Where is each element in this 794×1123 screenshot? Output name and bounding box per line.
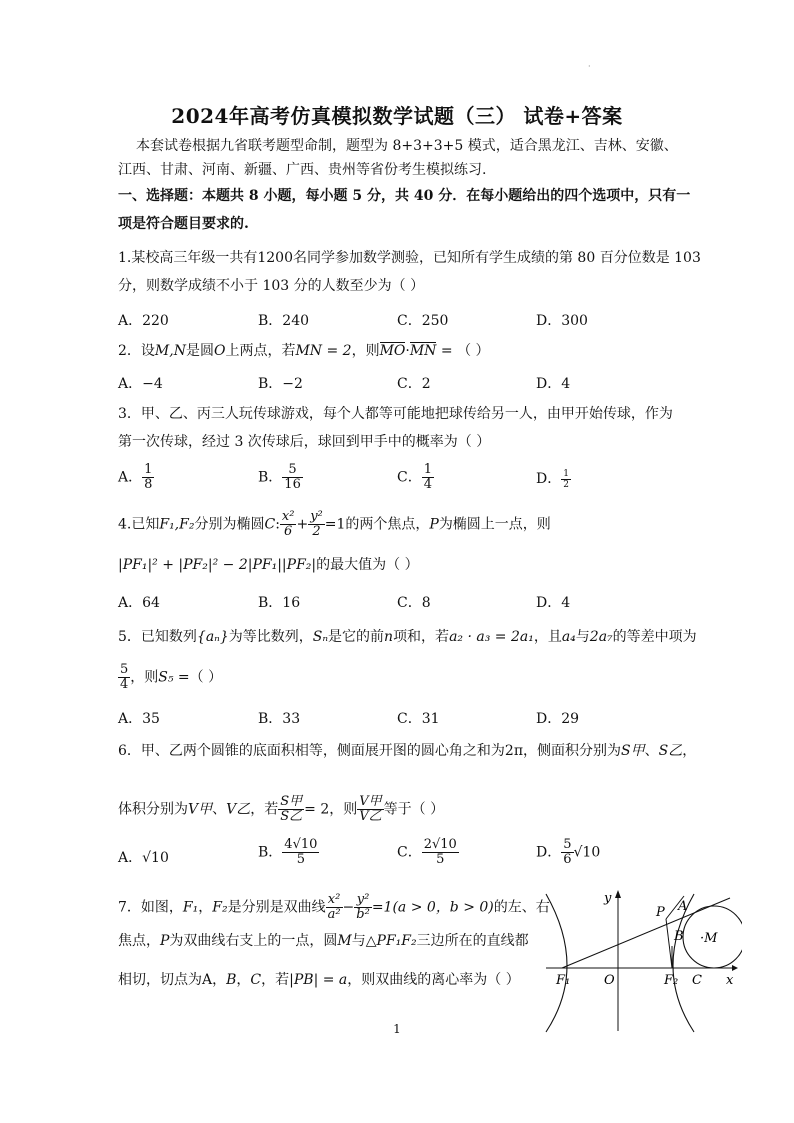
- label-p: P: [656, 905, 665, 920]
- q4-option-c[interactable]: C．8: [397, 595, 431, 611]
- y-axis-arrow: [615, 890, 621, 898]
- question-5-line-1: 5．已知数列{aₙ}为等比数列，Sₙ是它的前n项和，若a₂ · a₃ = 2a₁，且a₄与2a₇的等差中项为: [118, 629, 697, 645]
- q2-option-a[interactable]: A．−4: [118, 376, 163, 392]
- fraction: $\frac{5}{16}$: [284, 462, 301, 492]
- q3-option-c[interactable]: C． $\frac{1}{4}$: [397, 462, 432, 492]
- intro-line-2: 江西、甘肃、河南、新疆、广西、贵州等省份考生模拟练习.: [118, 162, 487, 178]
- q5-option-c[interactable]: C．31: [397, 711, 440, 727]
- label-c: C: [692, 973, 702, 988]
- question-2: 2．设M,N是圆O上两点，若MN = 2，则MO·MN = （ ）: [118, 343, 490, 359]
- question-6-line-2: 体积分别为V甲、V乙，若 $\frac{\text{S甲}}{\text{S乙}}$ = 2，则 $\frac{\text{V甲}}{\text{V乙}}$ 等于（ ）: [118, 794, 445, 824]
- fraction: $\frac{1}{8}$: [144, 462, 153, 492]
- q2-option-c[interactable]: C．2: [397, 376, 431, 392]
- q4-option-d[interactable]: D．4: [536, 595, 571, 611]
- fraction: $\frac{\text{y²}}{\text{b²}}$: [356, 892, 370, 922]
- question-1-line-1: 1.某校高三年级一共有1200名同学参加数学测验，已知所有学生成绩的第 80 百分位数是 103: [118, 250, 701, 266]
- hyperbola-figure: [542, 886, 742, 1036]
- fraction: $\frac{\text{y²}}{2}$: [310, 509, 323, 539]
- hyperbola-left-branch: [546, 894, 567, 1032]
- page-number: 1: [393, 1022, 401, 1036]
- question-4-line-1: 4.已知F₁,F₂分别为椭圆C: $\frac{\text{x²}}{6}$ + $\frac{\text{y²}}{2}$ =1的两个焦点，P为椭圆上一点，则: [118, 509, 551, 539]
- q1-option-c[interactable]: C．250: [397, 313, 449, 329]
- x-axis-arrow: [732, 965, 738, 971]
- label-y: y: [604, 891, 612, 906]
- q6-option-b[interactable]: B． $\frac{4√10}{5}$: [258, 837, 318, 867]
- q3-option-b[interactable]: B． $\frac{5}{16}$: [258, 462, 301, 492]
- q4-option-a[interactable]: A．64: [118, 595, 160, 611]
- q3-option-a[interactable]: A． $\frac{1}{8}$: [118, 462, 153, 492]
- vector-mn: MN: [409, 343, 437, 359]
- label-f1: F₁: [556, 973, 571, 988]
- label-a: A: [678, 899, 688, 914]
- fraction: $\frac{4√10}{5}$: [284, 837, 318, 867]
- line-p-f2: [666, 919, 672, 968]
- q6-option-c[interactable]: C． $\frac{2√10}{5}$: [397, 837, 457, 867]
- q1-option-d[interactable]: D．300: [536, 313, 588, 329]
- q5-option-d[interactable]: D．29: [536, 711, 580, 727]
- vector-mo: MO: [379, 343, 406, 359]
- question-7-line-2: 焦点，P为双曲线右支上的一点，圆M与△PF₁F₂三边所在的直线都: [118, 933, 529, 949]
- question-5-line-2: $\frac{5}{4}$ ，则S₅ =（ ）: [120, 662, 223, 692]
- fraction: $\frac{1}{2}$: [563, 468, 569, 490]
- label-x: x: [726, 973, 734, 988]
- label-o: O: [604, 973, 615, 988]
- page-title: 2024年高考仿真模拟数学试题（三） 试卷+答案: [171, 104, 623, 128]
- fraction: $\frac{\text{S甲}}{\text{S乙}}$: [280, 794, 303, 824]
- q5-option-a[interactable]: A．35: [118, 711, 160, 727]
- label-b: B: [674, 929, 684, 944]
- label-f2: F₂: [664, 973, 679, 988]
- fraction: $\frac{\text{V甲}}{\text{V乙}}$: [359, 794, 382, 824]
- q6-option-d[interactable]: D． $\frac{5}{6}$ √10: [536, 837, 601, 867]
- fraction: $\frac{2√10}{5}$: [423, 837, 457, 867]
- question-7-line-3: 相切，切点为A，B，C，若|PB| = a，则双曲线的离心率为（ ）: [118, 972, 520, 988]
- question-3-line-2: 第一次传球，经过 3 次传球后，球回到甲手中的概率为（ ）: [118, 434, 491, 450]
- q1-option-a[interactable]: A．220: [118, 313, 169, 329]
- q4-option-b[interactable]: B．16: [258, 595, 301, 611]
- q1-option-b[interactable]: B．240: [258, 313, 310, 329]
- fraction: $\frac{5}{6}$: [563, 837, 572, 867]
- question-4-line-2: |PF₁|² + |PF₂|² − 2|PF₁||PF₂|的最大值为（ ）: [118, 557, 419, 573]
- question-3-line-1: 3．甲、乙、丙三人玩传球游戏，每个人都等可能地把球传给另一人，由甲开始传球，作为: [118, 406, 673, 422]
- fraction: $\frac{5}{4}$: [120, 662, 129, 692]
- section-heading-line-2: 项是符合题目要求的.: [118, 216, 249, 232]
- fraction: $\frac{1}{4}$: [423, 462, 432, 492]
- q5-option-b[interactable]: B．33: [258, 711, 301, 727]
- intro-line-1: 本套试卷根据九省联考题型命制，题型为 8+3+3+5 模式，适合黑龙江、吉林、安徽、: [136, 138, 678, 154]
- fraction: $\frac{\text{x²}}{6}$: [281, 509, 295, 539]
- q6-option-a[interactable]: A．√10: [118, 850, 169, 866]
- label-m: ·M: [700, 931, 718, 946]
- section-heading-line-1: 一、选择题：本题共 8 小题，每小题 5 分，共 40 分．在每小题给出的四个选项中，只有一: [118, 188, 691, 204]
- q2-option-d[interactable]: D．4: [536, 376, 571, 392]
- question-6-line-1: 6．甲、乙两个圆锥的底面积相等，侧面展开图的圆心角之和为2π，侧面积分别为S甲、S乙，: [118, 743, 697, 759]
- q2-option-b[interactable]: B．−2: [258, 376, 303, 392]
- question-1-line-2: 分，则数学成绩不小于 103 分的人数至少为（ ）: [118, 278, 425, 294]
- question-7-line-1: 7．如图，F₁，F₂是分别是双曲线 $\frac{\text{x²}}{\text{a²}}$ − $\frac{\text{y²}}{\text{b²}}$ =1(a > 0，b > 0)的左、右: [118, 892, 550, 922]
- fraction: $\frac{\text{x²}}{\text{a²}}$: [327, 892, 341, 922]
- q3-option-d[interactable]: D． $\frac{1}{2}$: [536, 468, 569, 490]
- corner-mark: ·: [588, 62, 591, 71]
